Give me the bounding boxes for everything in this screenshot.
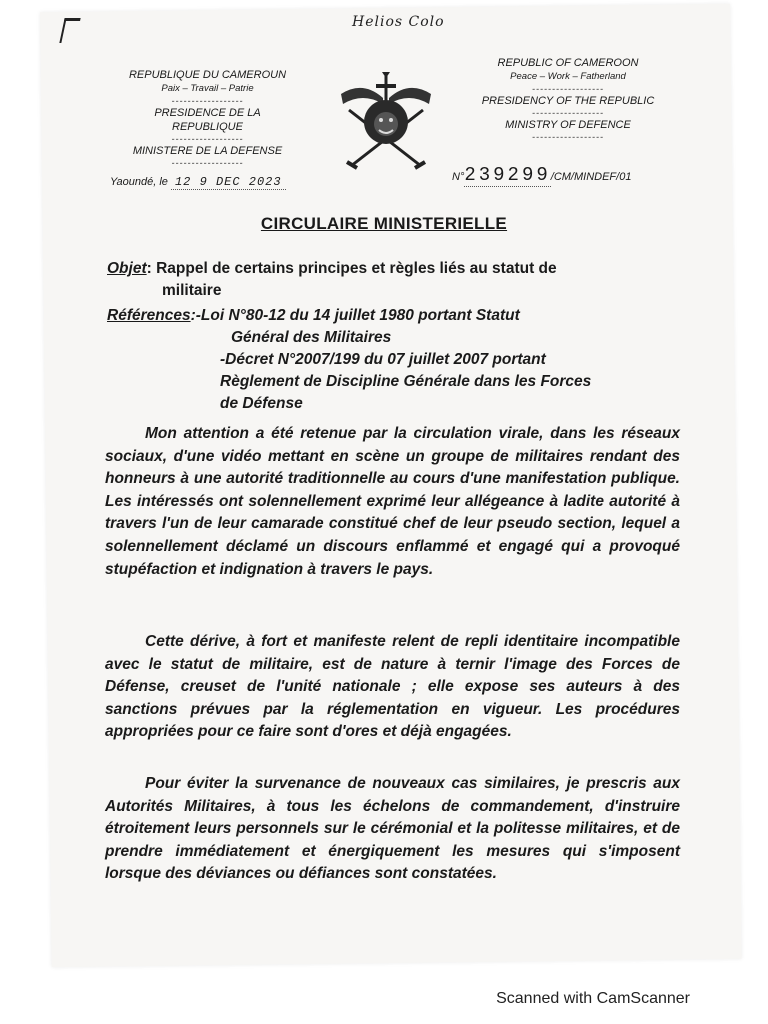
- document-title: CIRCULAIRE MINISTERIELLE: [260, 214, 508, 233]
- reference-suffix: /CM/MINDEF/01: [550, 171, 632, 183]
- body-paragraph-3: [105, 773, 680, 886]
- ministry-fr: MINISTERE DE LA DEFENSE: [132, 145, 283, 157]
- reference-number: 239299: [464, 164, 551, 186]
- body-paragraph-1: [105, 423, 680, 581]
- ministry-en: MINISTRY OF DEFENCE: [505, 119, 631, 131]
- defence-emblem-icon: [333, 70, 439, 174]
- motto-fr: Paix – Travail – Patrie: [161, 83, 254, 94]
- header-english: [468, 56, 668, 142]
- separator: ------------------: [171, 134, 244, 144]
- references-label: Références: [107, 307, 191, 324]
- reference-line-2: Général des Militaires: [231, 329, 392, 346]
- reference-line: [452, 164, 631, 186]
- presidency-fr: PRESIDENCE DE LA REPUBLIQUE: [154, 107, 261, 133]
- scanner-watermark: Scanned with CamScanner: [496, 990, 690, 1007]
- paragraph-text: Cette dérive, à fort et manifeste relent de repli identitaire incompatible avec le statut de militaire, est de nature à ternir l'image des Forces de Défense, creuset de l'unité nationale ; elle expose ses auteurs à des sanctions prévues par la réglementation en vigueur. Les procédures appropriées pour ce faire sont d'ores et déjà engagées.: [105, 633, 680, 741]
- date-prefix: Yaoundé, le: [110, 176, 168, 188]
- subject-line-2: militaire: [162, 282, 222, 299]
- country-name-fr: REPUBLIQUE DU CAMEROUN: [128, 69, 287, 81]
- paragraph-text: Mon attention a été retenue par la circulation virale, dans les réseaux sociaux, d'une vidéo mettant en scène un groupe de militaires rendant des honneurs à une autorité traditionnelle au cours d'une manifestation publique. Les intéressés ont solennellement exprimé leur allégeance à ladite autorité à travers l'un de leur camarade constitué chef de leur pseudo section, lequel a solennellement déclamé un discours enflammé et engagé qui a provoqué stupéfaction et indignation à travers le pays.: [105, 425, 680, 578]
- country-name-en: REPUBLIC OF CAMEROON: [497, 57, 639, 69]
- paragraph-text: Pour éviter la survenance de nouveaux cas similaires, je prescris aux Autorités Militaires, à tous les échelons de commandement, d'instruire étroitement leurs personnels sur le cérémonial et la politesse militaires, et de prendre immédiatement et énergiquement les mesures qui s'imposent lorsque des déviances ou défiances sont constatées.: [105, 775, 680, 883]
- reference-line-1: :-Loi N°80-12 du 14 juillet 1980 portant Statut: [190, 307, 520, 324]
- subject-line-1: : Rappel de certains principes et règles liés au statut de: [146, 260, 557, 277]
- reference-prefix: N°: [452, 171, 465, 183]
- motto-en: Peace – Work – Fatherland: [510, 71, 626, 82]
- subject-label: Objet: [107, 260, 147, 277]
- references-block: [107, 305, 677, 415]
- handwritten-note: Helios Colo: [352, 14, 445, 30]
- separator: ------------------: [532, 132, 604, 142]
- reference-line-4: Règlement de Discipline Générale dans les Forces: [220, 373, 592, 390]
- date-line: [110, 175, 286, 189]
- reference-line-3: -Décret N°2007/199 du 07 juillet 2007 portant: [220, 351, 546, 368]
- reference-line-5: de Défense: [220, 395, 303, 412]
- body-paragraph-2: [105, 631, 680, 744]
- separator: ------------------: [532, 108, 604, 118]
- date-stamp: 12 9 DEC 2023: [171, 175, 286, 190]
- header-french: [120, 68, 295, 168]
- subject-block: [107, 258, 677, 302]
- separator: ------------------: [532, 84, 604, 94]
- separator: ------------------: [171, 158, 244, 168]
- separator: ------------------: [171, 96, 244, 106]
- presidency-en: PRESIDENCY OF THE REPUBLIC: [481, 95, 655, 107]
